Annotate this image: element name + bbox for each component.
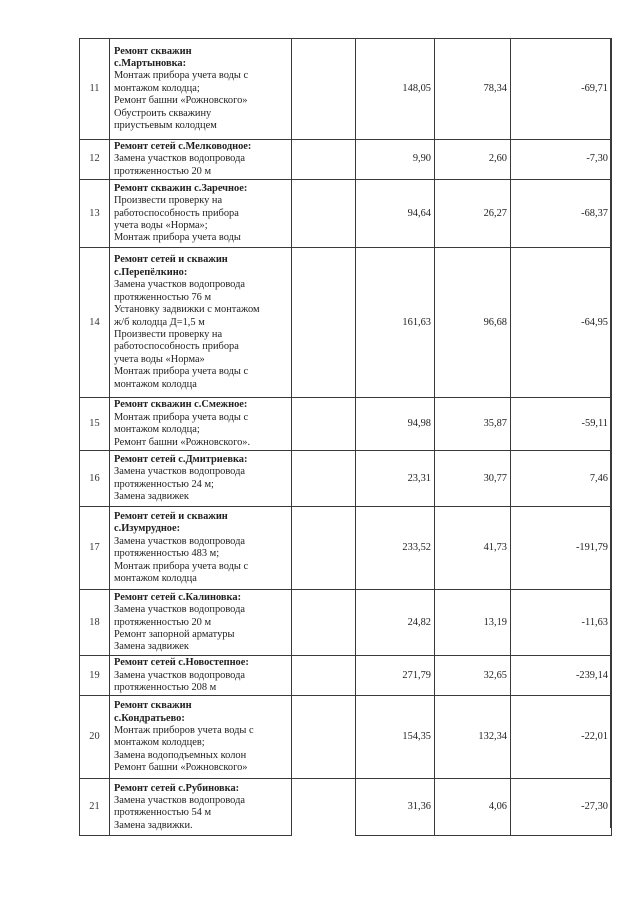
work-detail-line: Замена участков водопровода [114, 669, 245, 681]
work-title: Ремонт сетей с.Рубиновка: [114, 782, 240, 794]
work-title: Ремонт сетей и скважин [114, 511, 228, 522]
work-detail-line: Обустроить скважину [114, 107, 212, 119]
empty-cell [292, 656, 356, 696]
value-v2: 35,87 [435, 398, 511, 451]
value-v1: 148,05 [356, 39, 435, 140]
table-body [80, 39, 612, 836]
work-detail-line: работоспособность прибора [114, 341, 239, 353]
work-detail-line: монтажом колодца; [114, 82, 200, 94]
empty-cell [292, 590, 356, 656]
row-number: 18 [80, 590, 110, 656]
table-row [80, 779, 612, 836]
work-title: Ремонт скважин с.Смежное: [114, 399, 248, 411]
work-title: с.Изумрудное: [114, 523, 181, 535]
empty-cell [292, 696, 356, 779]
value-v1: 94,98 [356, 398, 435, 451]
work-detail-line: Замена участков водопровода [114, 535, 245, 547]
table-row [80, 590, 612, 656]
value-v3: -22,01 [511, 696, 612, 779]
work-detail-line: монтажом колодцев; [114, 737, 205, 749]
work-detail-line: протяженностью 76 м [114, 291, 212, 303]
work-title: с.Мартыновка: [114, 57, 187, 69]
work-detail-line: монтажом колодца [114, 573, 197, 585]
row-number: 11 [80, 39, 110, 140]
work-detail-line: Установку задвижки с монтажом [114, 304, 260, 316]
row-number: 15 [80, 398, 110, 451]
work-description [110, 696, 292, 779]
table-row [80, 507, 612, 590]
work-title: с.Кондратьево: [114, 712, 185, 724]
value-v3: -68,37 [511, 180, 612, 248]
empty-cell [292, 180, 356, 248]
value-v2: 41,73 [435, 507, 511, 590]
work-title: Ремонт сетей с.Калиновка: [114, 591, 242, 603]
value-v1: 161,63 [356, 248, 435, 398]
work-detail-line: Замена участков водопровода [114, 279, 245, 291]
work-detail-line: протяженностью 208 м [114, 682, 217, 694]
work-detail-line: Замена водоподъемных колон [114, 749, 247, 761]
work-description [110, 507, 292, 590]
empty-cell [292, 248, 356, 398]
value-v2: 4,06 [435, 779, 511, 836]
value-v2: 30,77 [435, 451, 511, 507]
empty-cell [292, 451, 356, 507]
work-detail-line: Ремонт башни «Рожновского». [114, 436, 251, 448]
work-description [110, 180, 292, 248]
work-description [110, 590, 292, 656]
work-detail-line: протяженностью 483 м; [114, 548, 220, 560]
work-detail-line: Замена участков водопровода [114, 466, 245, 478]
value-v1: 94,64 [356, 180, 435, 248]
table-row [80, 451, 612, 507]
empty-cell [292, 39, 356, 140]
table-row [80, 696, 612, 779]
value-v1: 233,52 [356, 507, 435, 590]
work-detail-line: Замена участков водопровода [114, 604, 245, 616]
row-number: 19 [80, 656, 110, 696]
value-v2: 132,34 [435, 696, 511, 779]
value-v3: 7,46 [511, 451, 612, 507]
work-detail-line: Монтаж прибора учета воды с [114, 560, 249, 572]
work-title: Ремонт сетей с.Новостепное: [114, 657, 249, 669]
value-v1: 9,90 [356, 140, 435, 180]
work-title: с.Перепёлкино: [114, 266, 188, 278]
work-detail-line: Ремонт запорной арматуры [114, 628, 235, 640]
row-number: 16 [80, 451, 110, 507]
table-row [80, 140, 612, 180]
value-v2: 26,27 [435, 180, 511, 248]
work-title: Ремонт сетей с.Мелководное: [114, 141, 252, 152]
row-number: 17 [80, 507, 110, 590]
work-detail-line: Замена задвижки. [114, 819, 193, 831]
work-detail-line: Произвести проверку на [114, 195, 223, 207]
work-detail-line: монтажом колодца [114, 378, 197, 390]
work-description [110, 140, 292, 180]
work-detail-line: учета воды «Норма» [114, 353, 205, 365]
work-detail-line: приустьевым колодцем [114, 120, 217, 132]
value-v3: -59,11 [511, 398, 612, 451]
table-row [80, 398, 612, 451]
work-detail-line: Монтаж прибора учета воды с [114, 366, 249, 378]
work-detail-line: протяженностью 24 м; [114, 478, 214, 490]
work-detail-line: Монтаж прибора учета воды с [114, 70, 249, 82]
work-detail-line: монтажом колодца; [114, 424, 200, 436]
work-detail-line: Ремонт башни «Рожновского» [114, 762, 248, 774]
value-v3: -191,79 [511, 507, 612, 590]
value-v1: 24,82 [356, 590, 435, 656]
row-number: 21 [80, 779, 110, 836]
row-number: 13 [80, 180, 110, 248]
empty-cell [292, 398, 356, 451]
work-detail-line: Ремонт башни «Рожновского» [114, 95, 248, 107]
work-detail-line: учета воды «Норма»; [114, 219, 208, 231]
work-detail-line: Замена участков водопровода [114, 153, 245, 165]
value-v2: 96,68 [435, 248, 511, 398]
table-row [80, 248, 612, 398]
value-v3: -27,30 [511, 779, 612, 836]
table-row [80, 656, 612, 696]
value-v2: 78,34 [435, 39, 511, 140]
work-title: Ремонт сетей с.Дмитриевка: [114, 453, 248, 465]
value-v2: 13,19 [435, 590, 511, 656]
table-row [80, 180, 612, 248]
value-v1: 154,35 [356, 696, 435, 779]
work-detail-line: ж/б колодца Д=1,5 м [114, 316, 205, 328]
value-v3: -11,63 [511, 590, 612, 656]
value-v2: 2,60 [435, 140, 511, 180]
work-description [110, 398, 292, 451]
work-detail-line: Произвести проверку на [114, 328, 223, 340]
value-v3: -64,95 [511, 248, 612, 398]
work-description [110, 248, 292, 398]
work-title: Ремонт сетей и скважин [114, 254, 228, 266]
value-v3: -7,30 [511, 140, 612, 180]
table-row [80, 39, 612, 140]
work-title: Ремонт скважин с.Заречное: [114, 182, 248, 194]
work-detail-line: Монтаж приборов учета воды с [114, 725, 254, 737]
work-detail-line: Замена участков водопровода [114, 795, 245, 807]
work-description [110, 39, 292, 140]
row-number: 12 [80, 140, 110, 180]
work-detail-line: работоспособность прибора [114, 207, 239, 219]
work-detail-line: Замена задвижек [114, 491, 189, 503]
work-detail-line: Замена задвижек [114, 641, 189, 653]
row-number: 14 [80, 248, 110, 398]
value-v3: -239,14 [511, 656, 612, 696]
empty-cell [292, 507, 356, 590]
row-number: 20 [80, 696, 110, 779]
work-detail-line: протяженностью 20 м [114, 616, 212, 628]
work-detail-line: Монтаж прибора учета воды с [114, 411, 249, 423]
work-description [110, 656, 292, 696]
work-title: Ремонт скважин [114, 45, 192, 57]
works-table [79, 38, 612, 836]
work-description [110, 451, 292, 507]
value-v2: 32,65 [435, 656, 511, 696]
empty-cell [292, 779, 356, 836]
work-title: Ремонт скважин [114, 700, 192, 712]
work-description [110, 779, 292, 836]
work-detail-line: Монтаж прибора учета воды [114, 232, 241, 244]
table-right-edge [610, 38, 611, 828]
empty-cell [292, 140, 356, 180]
value-v1: 31,36 [356, 779, 435, 836]
value-v1: 23,31 [356, 451, 435, 507]
value-v3: -69,71 [511, 39, 612, 140]
work-detail-line: протяженностью 20 м [114, 165, 212, 177]
work-detail-line: протяженностью 54 м [114, 807, 212, 819]
value-v1: 271,79 [356, 656, 435, 696]
